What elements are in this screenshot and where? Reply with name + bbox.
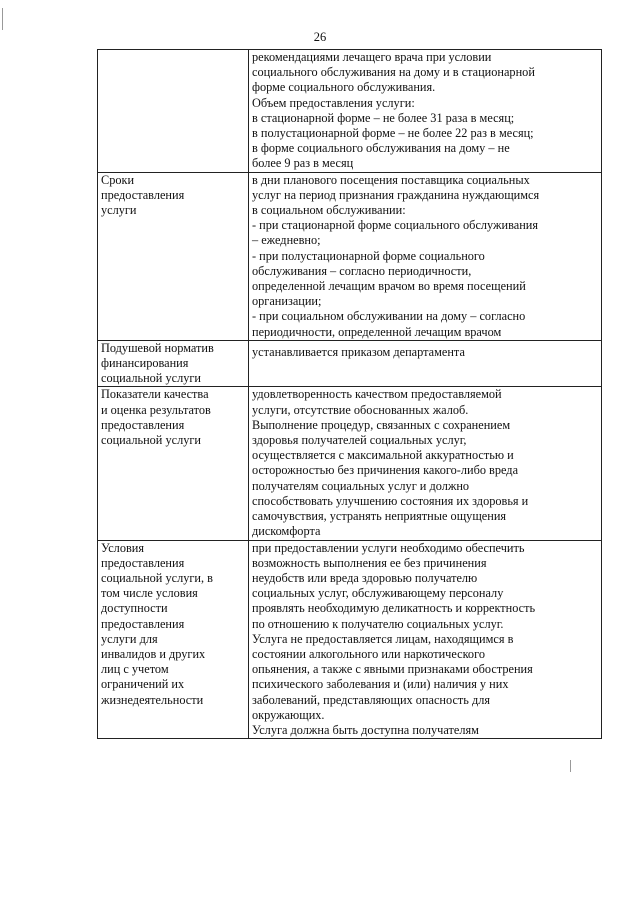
text-line: инвалидов и других <box>101 646 206 661</box>
text-line: услуги, отсутствие обоснованных жалоб. <box>252 402 469 417</box>
text-line: Сроки <box>101 172 135 187</box>
text-line: получателям социальных услуг и должно <box>252 478 470 493</box>
table-row <box>98 50 602 173</box>
text-line: - при полустационарной форме социального <box>252 248 485 263</box>
scan-mark <box>2 8 3 30</box>
text-line: - при социальном обслуживании на дому – согласно <box>252 309 526 324</box>
row-value <box>249 340 602 387</box>
text-line: Услуга должна быть доступна получателям <box>252 722 479 737</box>
text-line: при предоставлении услуги необходимо обеспечить <box>252 540 525 555</box>
text-line: лиц с учетом <box>101 662 169 677</box>
text-line: Условия <box>101 540 145 555</box>
text-line: предоставления <box>101 616 185 631</box>
text-line: предоставления <box>101 417 185 432</box>
row-label <box>98 50 249 173</box>
table-row <box>98 172 602 340</box>
text-line: - при стационарной форме социального обслуживания <box>252 218 539 233</box>
row-value <box>249 387 602 540</box>
text-line: форме социального обслуживания. <box>252 80 436 95</box>
text-line: Показатели качества <box>101 387 209 402</box>
text-line: – ежедневно; <box>252 233 321 248</box>
text-line: рекомендациями лечащего врача при условии <box>252 50 492 64</box>
text-line: заболеваний, представляющих опасность для <box>252 692 491 707</box>
text-line: осуществляется с максимальной аккуратностью и <box>252 448 514 463</box>
service-description-table <box>97 49 602 739</box>
text-line: опьянения, а также с явными признаками обострения <box>252 662 533 677</box>
text-line: Подушевой норматив <box>101 340 214 355</box>
text-line: проявлять необходимую деликатность и корректность <box>252 601 536 616</box>
table-row <box>98 387 602 540</box>
text-line: Услуга не предоставляется лицам, находящимся в <box>252 631 514 646</box>
text-line: социального обслуживания на дому и в стационарной <box>252 65 535 80</box>
text-line: услуги <box>101 203 137 218</box>
text-line: дискомфорта <box>252 524 321 539</box>
text-line: социальной услуги <box>101 371 201 386</box>
text-line: Выполнение процедур, связанных с сохранением <box>252 417 511 432</box>
text-line: периодичности, определенной лечащим врачом <box>252 324 502 339</box>
text-line: в социальном обслуживании: <box>252 203 406 218</box>
text-line: в форме социального обслуживания на дому – не <box>252 141 510 156</box>
row-label <box>98 540 249 739</box>
text-line: в стационарной форме – не более 31 раза в месяц; <box>252 110 515 125</box>
text-line: ограничений их <box>101 677 185 692</box>
text-line: в дни планового посещения поставщика социальных <box>252 172 530 187</box>
text-line: и оценка результатов <box>101 402 211 417</box>
text-line: устанавливается приказом департамента <box>252 344 465 359</box>
table-row <box>98 340 602 387</box>
text-line: неудобств или вреда здоровью получателю <box>252 570 478 585</box>
text-line: обслуживания – согласно периодичности, <box>252 263 472 278</box>
text-line: психического заболевания и (или) наличия у них <box>252 677 509 692</box>
text-line: социальной услуги <box>101 433 201 448</box>
text-line: том числе условия <box>101 586 198 601</box>
row-label <box>98 172 249 340</box>
row-label <box>98 387 249 540</box>
text-line: доступности <box>101 601 168 616</box>
text-line: услуг на период признания гражданина нуждающимся <box>252 187 540 202</box>
page-number: 26 <box>313 30 327 44</box>
text-line: организации; <box>252 294 322 309</box>
text-line: социальной услуги, в <box>101 570 213 585</box>
text-line: осторожностью без причинения какого-либо вреда <box>252 463 519 478</box>
text-line: состоянии алкогольного или наркотического <box>252 646 485 661</box>
text-line: удовлетворенность качеством предоставляемой <box>252 387 502 402</box>
text-line: предоставления <box>101 555 185 570</box>
text-line: социальных услуг, обслуживающему персоналу <box>252 586 504 601</box>
text-line: окружающих. <box>252 707 325 722</box>
text-line: по отношению к получателю социальных услуг. <box>252 616 504 631</box>
text-line: предоставления <box>101 187 185 202</box>
text-line: определенной лечащим врачом во время посещений <box>252 279 526 294</box>
row-label <box>98 340 249 387</box>
scan-mark <box>570 760 571 772</box>
text-line: способствовать улучшению состояния их здоровья и <box>252 493 529 508</box>
text-line: самочувствия, устранять неприятные ощущения <box>252 509 507 524</box>
text-line: в полустационарной форме – не более 22 раз в месяц; <box>252 126 534 141</box>
text-line: Объем предоставления услуги: <box>252 95 415 110</box>
text-line: жизнедеятельности <box>101 692 204 707</box>
text-line: более 9 раз в месяц <box>252 156 354 171</box>
text-line: финансирования <box>101 356 189 371</box>
row-value <box>249 540 602 739</box>
table-row <box>98 540 602 739</box>
row-value <box>249 50 602 173</box>
text-line: возможность выполнения ее без причинения <box>252 555 487 570</box>
text-line: услуги для <box>101 631 158 646</box>
row-value <box>249 172 602 340</box>
text-line: здоровья получателей социальных услуг, <box>252 433 467 448</box>
